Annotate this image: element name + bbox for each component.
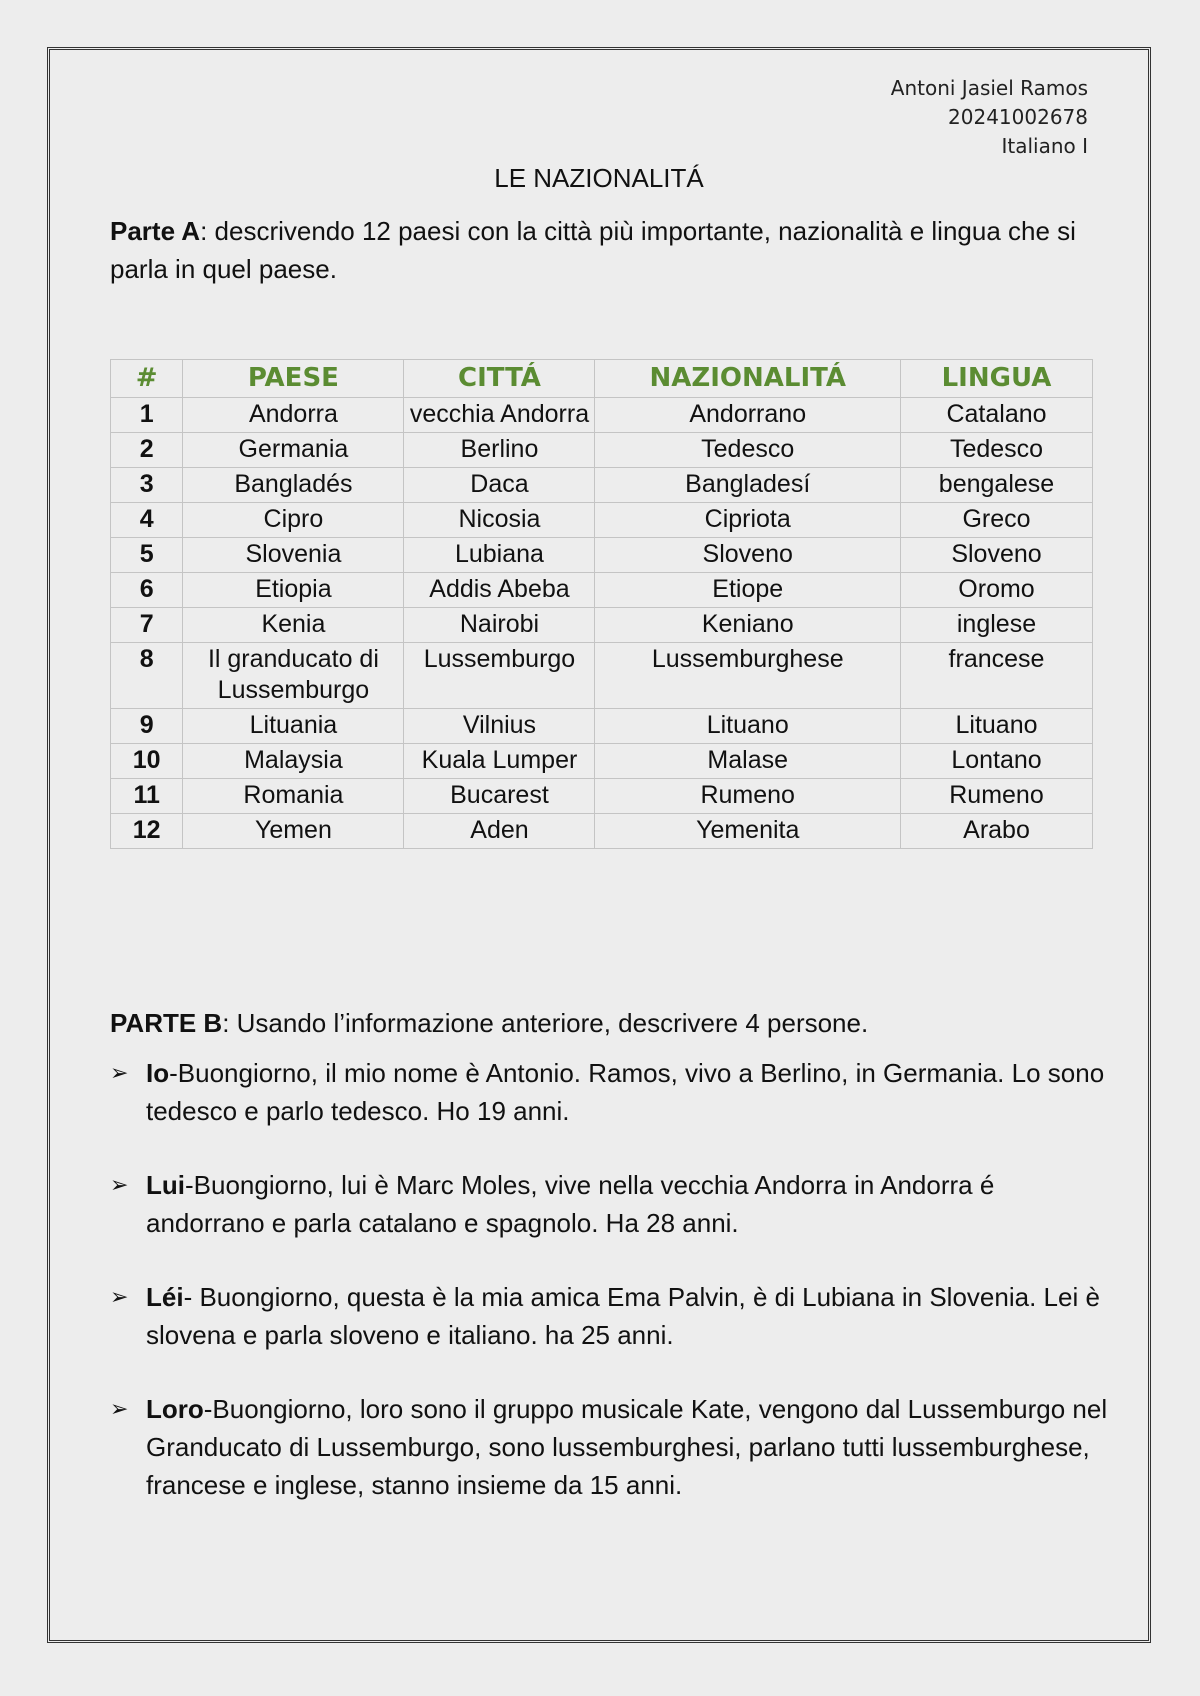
student-id: 20241002678 (948, 105, 1088, 129)
cell-paese: Yemen (183, 814, 404, 849)
list-item (110, 1278, 1110, 1354)
table-header-row (111, 360, 1093, 398)
person-label: Lui (146, 1170, 185, 1200)
cell-number: 7 (111, 608, 183, 643)
parte-a-label: Parte A (110, 216, 201, 246)
parte-a-instructions (110, 212, 1100, 288)
cell-citta: Nairobi (404, 608, 595, 643)
parte-a-text: : descrivendo 12 paesi con la città più importante, nazionalità e lingua che si parla in quel paese. (110, 216, 1076, 284)
header-lingua: LINGUA (901, 360, 1093, 398)
cell-citta: Nicosia (404, 503, 595, 538)
cell-nazionalita: Keniano (595, 608, 901, 643)
table-row (111, 398, 1093, 433)
author-header (891, 74, 1088, 161)
cell-number: 3 (111, 468, 183, 503)
cell-paese: Cipro (183, 503, 404, 538)
cell-lingua: Greco (901, 503, 1093, 538)
document-page (47, 47, 1151, 1643)
list-item (110, 1390, 1110, 1504)
person-text: -Buongiorno, lui è Marc Moles, vive nella vecchia Andorra in Andorra é andorrano e parla catalano e spagnolo. Ha 28 anni. (146, 1170, 995, 1238)
list-item (110, 1054, 1110, 1130)
cell-lingua: Sloveno (901, 538, 1093, 573)
cell-lingua: Lontano (901, 744, 1093, 779)
cell-citta: Bucarest (404, 779, 595, 814)
cell-paese: Lituania (183, 709, 404, 744)
table-row (111, 744, 1093, 779)
cell-lingua: Tedesco (901, 433, 1093, 468)
cell-citta: Addis Abeba (404, 573, 595, 608)
persons-list (110, 1054, 1110, 1540)
arrowhead-bullet-icon: ➢ (110, 1172, 129, 1197)
list-item (110, 1166, 1110, 1242)
person-text: -Buongiorno, il mio nome è Antonio. Ramos, vivo a Berlino, in Germania. Lo sono tedesco e parlo tedesco. Ho 19 anni. (146, 1058, 1105, 1126)
cell-citta: Lubiana (404, 538, 595, 573)
cell-lingua: Lituano (901, 709, 1093, 744)
cell-paese: Andorra (183, 398, 404, 433)
cell-number: 2 (111, 433, 183, 468)
cell-paese: Malaysia (183, 744, 404, 779)
person-text: - Buongiorno, questa è la mia amica Ema Palvin, è di Lubiana in Slovenia. Lei è slovena e parla sloveno e italiano. ha 25 anni. (146, 1282, 1100, 1350)
nationalities-table (110, 359, 1093, 849)
cell-paese: Etiopia (183, 573, 404, 608)
cell-lingua: Rumeno (901, 779, 1093, 814)
page-title: LE NAZIONALITÁ (494, 163, 704, 193)
header-paese: PAESE (183, 360, 404, 398)
table-row (111, 468, 1093, 503)
parte-b-text: : Usando l’informazione anteriore, descrivere 4 persone. (222, 1008, 869, 1038)
cell-citta: Aden (404, 814, 595, 849)
parte-b-label: PARTE B (110, 1008, 223, 1038)
arrowhead-bullet-icon: ➢ (110, 1396, 129, 1421)
cell-nazionalita: Lituano (595, 709, 901, 744)
table-row (111, 643, 1093, 709)
cell-number: 11 (111, 779, 183, 814)
person-label: Io (146, 1058, 170, 1088)
parte-b-instructions (110, 1004, 868, 1042)
cell-number: 4 (111, 503, 183, 538)
cell-paese: Romania (183, 779, 404, 814)
cell-lingua: Oromo (901, 573, 1093, 608)
person-label: Loro (146, 1394, 204, 1424)
cell-number: 1 (111, 398, 183, 433)
cell-paese: Bangladés (183, 468, 404, 503)
cell-citta: Daca (404, 468, 595, 503)
cell-nazionalita: Tedesco (595, 433, 901, 468)
table-row (111, 433, 1093, 468)
cell-citta: Kuala Lumper (404, 744, 595, 779)
author-name: Antoni Jasiel Ramos (890, 76, 1088, 100)
cell-lingua: Arabo (901, 814, 1093, 849)
cell-paese: Slovenia (183, 538, 404, 573)
cell-lingua: bengalese (901, 468, 1093, 503)
person-label: Léi (146, 1282, 184, 1312)
cell-paese: Il granducato di Lussemburgo (183, 643, 404, 709)
cell-nazionalita: Andorrano (595, 398, 901, 433)
cell-nazionalita: Etiope (595, 573, 901, 608)
course-name: Italiano I (1001, 134, 1088, 158)
header-nazionalita: NAZIONALITÁ (595, 360, 901, 398)
cell-nazionalita: Bangladesí (595, 468, 901, 503)
table-row (111, 779, 1093, 814)
cell-nazionalita: Lussemburghese (595, 643, 901, 709)
cell-number: 5 (111, 538, 183, 573)
cell-nazionalita: Cipriota (595, 503, 901, 538)
cell-lingua: Catalano (901, 398, 1093, 433)
cell-citta: Vilnius (404, 709, 595, 744)
cell-lingua: francese (901, 643, 1093, 709)
cell-nazionalita: Yemenita (595, 814, 901, 849)
cell-paese: Germania (183, 433, 404, 468)
cell-number: 9 (111, 709, 183, 744)
table-row (111, 573, 1093, 608)
arrowhead-bullet-icon: ➢ (110, 1060, 129, 1085)
cell-nazionalita: Sloveno (595, 538, 901, 573)
header-number: # (111, 360, 183, 398)
cell-citta: Lussemburgo (404, 643, 595, 709)
table-row (111, 709, 1093, 744)
cell-number: 12 (111, 814, 183, 849)
cell-citta: vecchia Andorra (404, 398, 595, 433)
table-row (111, 538, 1093, 573)
cell-nazionalita: Rumeno (595, 779, 901, 814)
cell-paese: Kenia (183, 608, 404, 643)
table-row (111, 814, 1093, 849)
header-citta: CITTÁ (404, 360, 595, 398)
arrowhead-bullet-icon: ➢ (110, 1284, 129, 1309)
cell-number: 6 (111, 573, 183, 608)
table-row (111, 503, 1093, 538)
cell-number: 10 (111, 744, 183, 779)
cell-citta: Berlino (404, 433, 595, 468)
cell-lingua: inglese (901, 608, 1093, 643)
person-text: -Buongiorno, loro sono il gruppo musicale Kate, vengono dal Lussemburgo nel Granducato di Lussemburgo, sono lussemburghesi, parlano tutti lussemburghese, francese e inglese, stanno insieme da 15 anni. (146, 1394, 1108, 1500)
cell-nazionalita: Malase (595, 744, 901, 779)
cell-number: 8 (111, 643, 183, 709)
table-row (111, 608, 1093, 643)
